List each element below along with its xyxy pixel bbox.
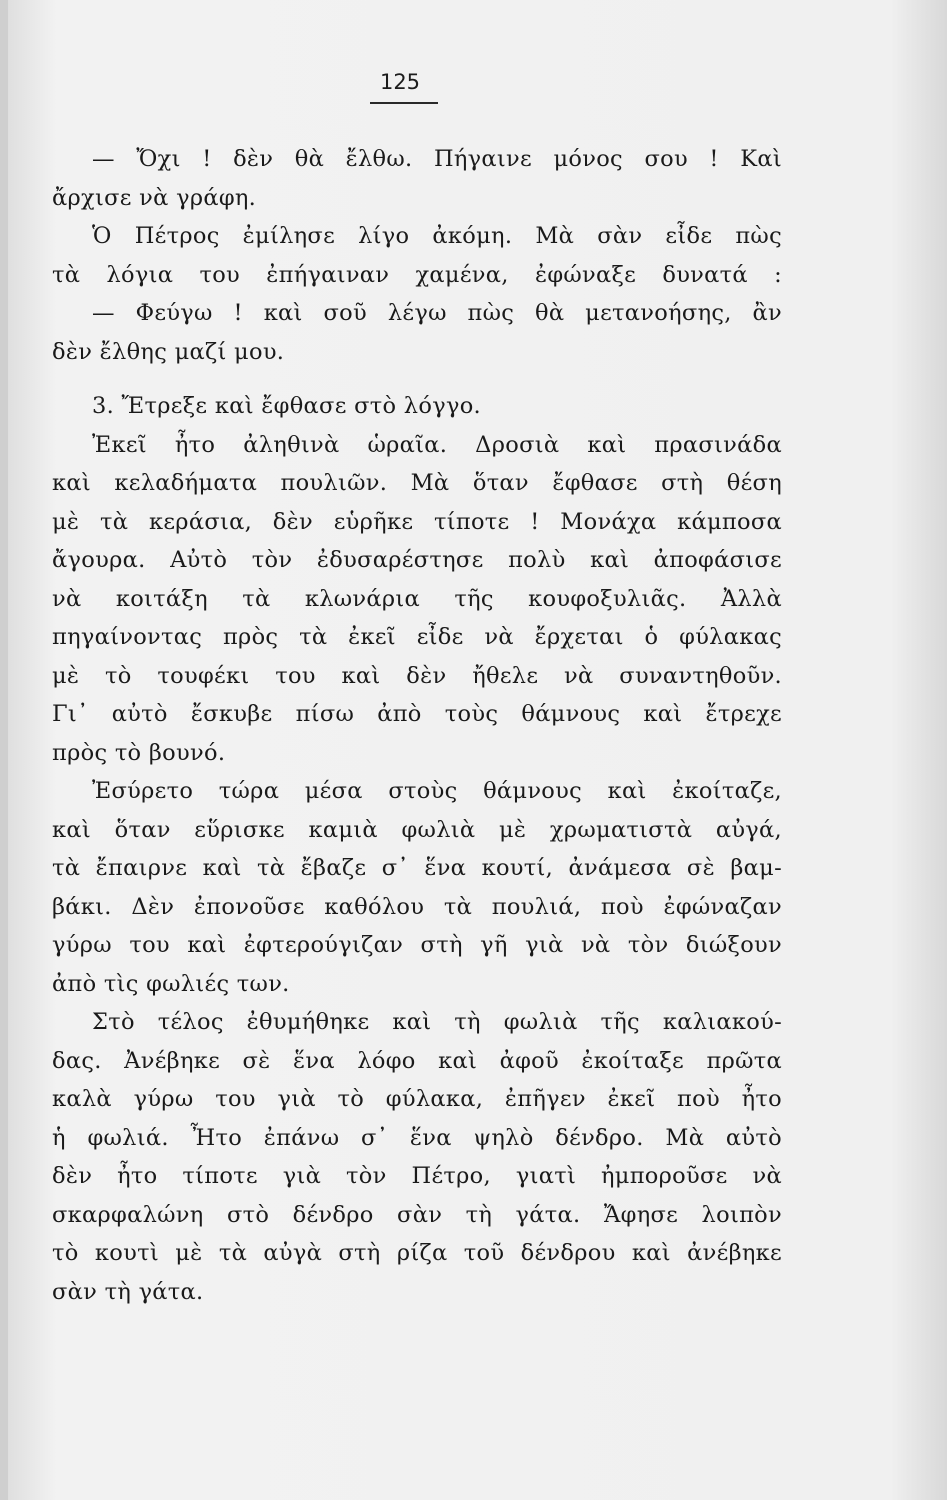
text-line: καλὰ γύρω του γιὰ τὸ φύλακα, ἐπῆγεν ἐκεῖ ποὺ ἦτο bbox=[52, 1086, 782, 1112]
page-edge-shadow bbox=[0, 0, 8, 1500]
text-line: πρὸς τὸ βουνό. bbox=[52, 739, 226, 766]
text-line: τὰ λόγια του ἐπήγαιναν χαμένα, ἐφώναξε δυνατά : bbox=[52, 261, 782, 288]
text-line: — Ὄχι ! δὲν θὰ ἔλθω. Πήγαινε μόνος σου ! Καὶ bbox=[92, 146, 782, 172]
text-line: δας. Ἀνέβηκε σὲ ἕνα λόφο καὶ ἀφοῦ ἐκοίταξε πρῶτα bbox=[52, 1047, 782, 1074]
text-line: πηγαίνοντας πρὸς τὰ ἐκεῖ εἶδε νὰ ἔρχεται ὁ φύλακας bbox=[52, 624, 782, 650]
text-line: νὰ κοιτάξη τὰ κλωνάρια τῆς κουφοξυλιᾶς. Ἀλλὰ bbox=[52, 585, 782, 612]
text-line: ἡ φωλιά. Ἦτο ἐπάνω σ᾽ ἕνα ψηλὸ δένδρο. Μὰ αὐτὸ bbox=[52, 1124, 782, 1151]
text-line: ἄρχισε νὰ γράφη. bbox=[52, 184, 257, 211]
section-spacing bbox=[52, 371, 782, 387]
text-line: σὰν τὴ γάτα. bbox=[52, 1278, 204, 1305]
text-line: Στὸ τέλος ἐθυμήθηκε καὶ τὴ φωλιὰ τῆς καλιακού- bbox=[92, 1009, 782, 1035]
text-line: σκαρφαλώνη στὸ δένδρο σὰν τὴ γάτα. Ἄφησε λοιπὸν bbox=[52, 1201, 782, 1228]
page-number: 125 bbox=[379, 70, 421, 94]
body-text bbox=[52, 140, 782, 1311]
text-line: τὸ κουτὶ μὲ τὰ αὐγὰ στὴ ρίζα τοῦ δένδρου καὶ ἀνέβηκε bbox=[52, 1240, 782, 1266]
text-line: γύρω του καὶ ἐφτερούγιζαν στὴ γῆ γιὰ νὰ τὸν διώξουν bbox=[52, 932, 782, 958]
section-heading-line: 3. Ἔτρεξε καὶ ἔφθασε στὸ λόγγο. bbox=[92, 393, 482, 419]
text-line: δὲν ἔλθης μαζί μου. bbox=[52, 338, 285, 365]
text-line: δὲν ἦτο τίποτε γιὰ τὸν Πέτρο, γιατὶ ἠμποροῦσε νὰ bbox=[52, 1163, 782, 1189]
text-line: — Φεύγω ! καὶ σοῦ λέγω πὼς θὰ μετανοήσης, ἂν bbox=[92, 300, 782, 326]
text-line: Ὁ Πέτρος ἐμίλησε λίγο ἀκόμη. Μὰ σὰν εἶδε πὼς bbox=[92, 223, 782, 249]
text-line: μὲ τὸ τουφέκι του καὶ δὲν ἤθελε νὰ συναντηθοῦν. bbox=[52, 662, 782, 689]
text-line: καὶ ὅταν εὕρισκε καμιὰ φωλιὰ μὲ χρωματιστὰ αὐγά, bbox=[52, 816, 782, 843]
text-line: τὰ ἔπαιρνε καὶ τὰ ἔβαζε σ᾽ ἕνα κουτί, ἀνάμεσα σὲ βαμ- bbox=[52, 855, 782, 881]
page-number-rule bbox=[370, 102, 438, 104]
text-line: καὶ κελαδήματα πουλιῶν. Μὰ ὅταν ἔφθασε στὴ θέση bbox=[52, 470, 782, 496]
text-line: βάκι. Δὲν ἐπονοῦσε καθόλου τὰ πουλιά, ποὺ ἐφώναζαν bbox=[52, 893, 782, 920]
text-line: Ἐσύρετο τώρα μέσα στοὺς θάμνους καὶ ἐκοίταζε, bbox=[92, 778, 782, 804]
text-line: ἀπὸ τὶς φωλιές των. bbox=[52, 970, 290, 997]
text-line: μὲ τὰ κεράσια, δὲν εὑρῆκε τίποτε ! Μονάχα κάμποσα bbox=[52, 508, 782, 535]
text-line: ἄγουρα. Αὐτὸ τὸν ἐδυσαρέστησε πολὺ καὶ ἀποφάσισε bbox=[52, 547, 782, 573]
text-line: Γι᾽ αὐτὸ ἔσκυβε πίσω ἀπὸ τοὺς θάμνους καὶ ἔτρεχε bbox=[52, 701, 782, 727]
text-line: Ἐκεῖ ἦτο ἀληθινὰ ὡραῖα. Δροσιὰ καὶ πρασινάδα bbox=[92, 431, 782, 458]
